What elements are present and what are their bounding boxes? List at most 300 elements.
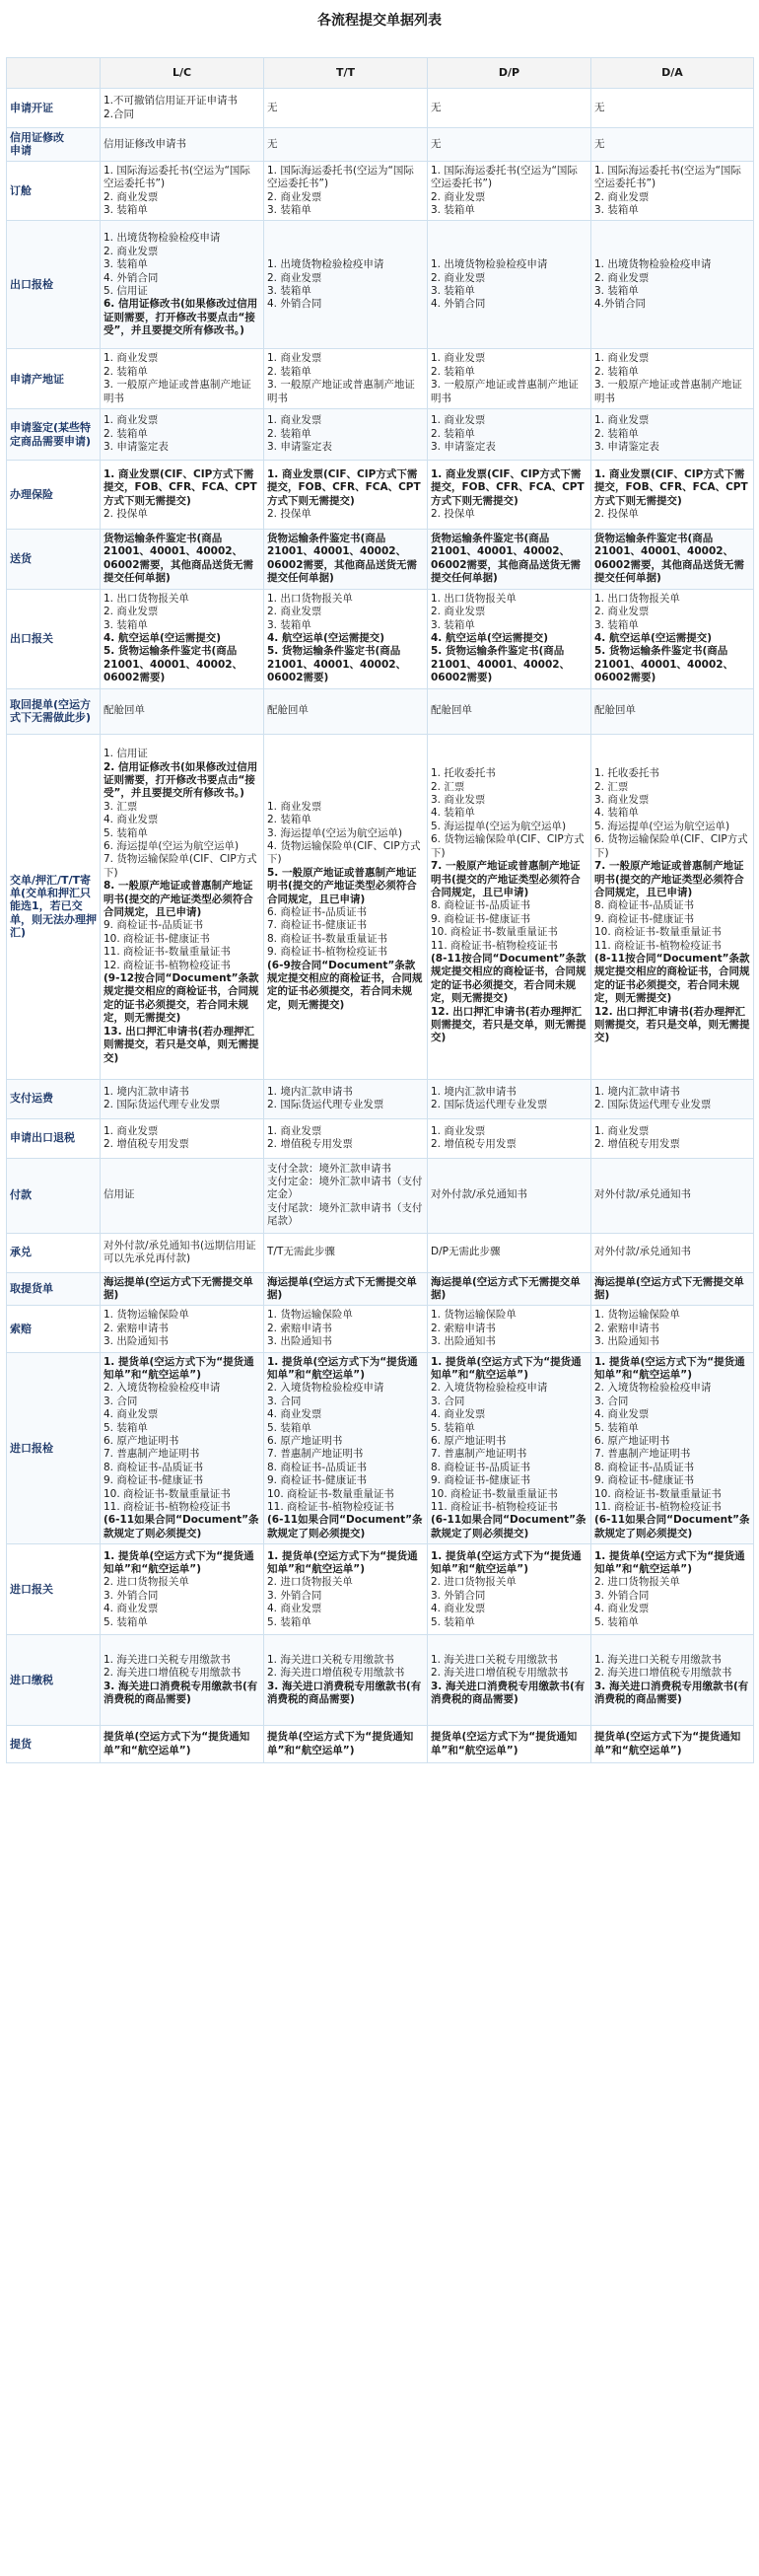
cell-line: 5. 货物运输条件鉴定书(商品21001、40001、40002、06002需要) [104,645,243,684]
cell-line: 4. 商业发票 [594,1408,650,1421]
table-cell [264,1118,428,1158]
table-cell [264,349,428,409]
cell-line: 1. 出口货物报关单 [594,592,680,605]
table-cell [264,1079,428,1118]
cell-line: 2. 海关进口增值税专用缴款书 [104,1667,242,1680]
table-cell [591,1272,754,1306]
cell-line: 5. 一般原产地证或普惠制产地证明书(提交的产地证类型必须符合合同规定，且已申请) [267,866,417,905]
cell-line: 配舱回单 [267,704,309,717]
row-header [7,461,101,530]
cell-line: 5. 货物运输条件鉴定书(商品21001、40001、40002、06002需要) [431,645,571,684]
table-cell [264,221,428,349]
table-row [7,1158,754,1233]
cell-line: 9. 商检证书-健康证书 [431,912,531,925]
table-cell [428,461,591,530]
table-cell [591,530,754,590]
cell-line: 2. 入境货物检验检疫申请 [104,1382,221,1395]
column-header-tt: T/T [264,58,428,89]
cell-line: 4. 货物运输保险单(CIF、CIP方式下) [267,840,421,866]
table-cell [591,1635,754,1726]
cell-line: 2. 商业发票 [104,190,159,203]
cell-line: 4. 航空运单(空运需提交) [104,631,222,644]
table-cell [591,1233,754,1272]
cell-line: 支付定金：境外汇款申请书（支付定金） [267,1175,423,1201]
cell-line: 3. 外销合同 [104,1589,159,1602]
row-header-text: 支付运费 [10,1092,53,1106]
row-header [7,409,101,461]
cell-line: 10. 商检证书-数量重量证书 [594,926,722,939]
cell-line: 3. 合同 [594,1395,629,1407]
cell-line: 3. 装箱单 [431,204,475,217]
cell-line: 1. 提货单(空运方式下为“提货通知单”和“航空运单”) [104,1355,254,1381]
cell-line: 4. 商业发票 [104,1408,159,1421]
cell-line: 货物运输条件鉴定书(商品21001、40001、40002、06002需要，其他商品送货无需提交任何单据) [431,533,582,585]
cell-line: 1. 托收委托书 [431,767,496,780]
table-row [7,688,754,734]
table-cell [264,128,428,162]
table-cell [264,1635,428,1726]
row-header-text: 办理保险 [10,487,53,501]
table-cell [101,409,264,461]
table-cell [101,1544,264,1635]
row-header [7,1118,101,1158]
table-cell [591,589,754,688]
cell-line: 1. 国际海运委托书(空运为“国际空运委托书”) [431,164,578,190]
table-cell [101,461,264,530]
cell-line: 4. 外销合同 [431,298,486,311]
document-table-wrapper [6,57,753,1763]
table-row [7,1079,754,1118]
table-cell [428,1118,591,1158]
cell-line: 对外付款/承兑通知书(远期信用证可以先承兑再付款) [104,1239,256,1265]
cell-line: (6-9按合同“Document”条款规定提交相应的商检证书，合同规定的证书必须提交，若合同未规定，则无需提交) [267,959,423,1011]
cell-line: 2. 装箱单 [594,365,639,378]
table-cell [428,1635,591,1726]
cell-line: 9. 商检证书-健康证书 [104,1474,204,1487]
cell-line: 货物运输条件鉴定书(商品21001、40001、40002、06002需要，其他商品送货无需提交任何单据) [594,533,745,585]
cell-line: 1. 出境货物检验检疫申请 [431,258,548,271]
cell-line: 对外付款/承兑通知书 [594,1246,692,1258]
table-cell [428,530,591,590]
table-cell [264,734,428,1079]
cell-line: 3. 装箱单 [594,284,639,297]
cell-line: 7. 普惠制产地证明书 [104,1448,200,1461]
table-cell [591,688,754,734]
cell-line: 3. 装箱单 [267,618,311,631]
cell-line: 2. 海关进口增值税专用缴款书 [267,1667,405,1680]
cell-line: 无 [431,137,442,150]
cell-line: (6-11如果合同“Document”条款规定了则必须提交) [431,1514,586,1539]
table-cell [101,1233,264,1272]
cell-line: 1. 商业发票 [431,1124,486,1137]
cell-line: 配舱回单 [594,704,636,717]
cell-line: 2. 国际货运代理专业发票 [267,1099,384,1111]
cell-line: 3. 装箱单 [267,204,311,217]
table-row [7,409,754,461]
table-cell [264,161,428,221]
cell-line: 无 [431,101,442,113]
cell-line: 2. 入境货物检验检疫申请 [267,1382,384,1395]
table-cell [591,734,754,1079]
cell-line: 8. 商检证书-数量重量证书 [267,932,388,945]
table-cell [264,461,428,530]
cell-line: 1. 托收委托书 [594,767,659,780]
cell-line: 1. 海关进口关税专用缴款书 [431,1653,558,1666]
cell-line: 2. 装箱单 [267,365,311,378]
table-cell [591,1118,754,1158]
table-cell [428,589,591,688]
cell-line: 6. 信用证修改书(如果修改过信用证则需要，打开修改书要点击“接受”，并且要提交所有修改书。) [104,298,258,337]
cell-line: 7. 货物运输保险单(CIF、CIP方式下) [104,853,257,879]
cell-line: 2. 装箱单 [267,427,311,440]
table-cell [101,128,264,162]
cell-line: 2. 装箱单 [104,365,148,378]
cell-line: 2. 商业发票 [267,271,322,284]
cell-line: 2. 进口货物报关单 [104,1576,189,1589]
table-cell [264,409,428,461]
cell-line: 8. 商检证书-品质证书 [431,1461,531,1473]
cell-line: 5. 海运提单(空运为航空运单) [431,820,567,832]
row-header [7,589,101,688]
cell-line: 1. 货物运输保险单 [431,1309,517,1322]
cell-line: 2. 增值税专用发票 [594,1138,680,1151]
cell-line: 9. 商检证书-健康证书 [594,912,695,925]
table-row [7,734,754,1079]
cell-line: 8. 商检证书-品质证书 [594,899,695,912]
cell-line: 9. 商检证书-健康证书 [594,1474,695,1487]
cell-line: (6-11如果合同“Document”条款规定了则必须提交) [594,1514,750,1539]
cell-line: 5. 装箱单 [431,1615,475,1628]
cell-line: 2. 装箱单 [267,814,311,826]
table-cell [101,734,264,1079]
cell-line: 1. 商业发票 [104,1124,159,1137]
cell-line: 11. 商检证书-植物检疫证书 [104,1501,231,1514]
row-header-text: 信用证修改 [10,131,64,144]
cell-line: 2. 增值税专用发票 [431,1138,517,1151]
cell-line: 4. 商业发票 [267,1408,322,1421]
table-cell [591,1352,754,1544]
cell-line: 4. 航空运单(空运需提交) [431,631,549,644]
cell-line: 海运提单(空运方式下无需提交单据) [431,1275,581,1301]
cell-line: 9. 商检证书-品质证书 [104,919,204,932]
cell-line: 2. 商业发票 [594,271,650,284]
table-row [7,1306,754,1352]
table-cell [101,589,264,688]
cell-line: 3. 出险通知书 [594,1335,659,1348]
cell-line: 2. 装箱单 [431,427,475,440]
table-cell [428,1079,591,1118]
cell-line: 1. 商业发票 [267,352,322,365]
cell-line: 1. 商业发票 [594,1124,650,1137]
table-cell [101,1306,264,1352]
table-cell [264,688,428,734]
table-cell [428,734,591,1079]
cell-line: 4. 商业发票 [104,814,159,826]
cell-line: 3. 海运提单(空运为航空运单) [267,826,403,839]
cell-line: 10. 商检证书-健康证书 [104,932,210,945]
cell-line: 2. 增值税专用发票 [104,1138,189,1151]
cell-line: 5. 海运提单(空运为航空运单) [594,820,730,832]
row-header [7,349,101,409]
cell-line: D/P无需此步骤 [431,1246,501,1258]
cell-line: 3. 申请鉴定表 [267,441,332,454]
cell-line: 3. 海关进口消费税专用缴款书(有消费税的商品需要) [431,1680,586,1706]
cell-line: 2. 投保单 [267,507,311,520]
cell-line: 2. 索赔申请书 [594,1322,659,1334]
table-row [7,1635,754,1726]
cell-line: 4. 航空运单(空运需提交) [594,631,713,644]
cell-line: 2. 海关进口增值税专用缴款书 [431,1667,569,1680]
row-header-text: 送货 [10,552,32,566]
cell-line: 1. 出境货物检验检疫申请 [267,258,384,271]
row-header [7,1233,101,1272]
cell-line: 3. 装箱单 [431,618,475,631]
table-cell [428,409,591,461]
cell-line: 1. 货物运输保险单 [594,1309,680,1322]
table-cell [264,1233,428,1272]
row-header-text: 申请产地证 [10,372,64,386]
cell-line: 7. 商检证书-健康证书 [267,919,368,932]
row-header-text: 申请出口退税 [10,1131,75,1145]
cell-line: 6. 原产地证明书 [104,1435,179,1447]
table-row [7,221,754,349]
table-cell [264,89,428,128]
row-header [7,688,101,734]
table-row [7,589,754,688]
cell-line: 1. 境内汇款申请书 [267,1085,353,1098]
cell-line: 3. 海关进口消费税专用缴款书(有消费税的商品需要) [594,1680,749,1706]
cell-line: 9. 商检证书-植物检疫证书 [267,946,388,959]
cell-line: 配舱回单 [104,704,145,717]
cell-line: 2. 商业发票 [267,606,322,618]
cell-line: 1. 提货单(空运方式下为“提货通知单”和“航空运单”) [267,1355,418,1381]
cell-line: 5. 货物运输条件鉴定书(商品21001、40001、40002、06002需要) [594,645,734,684]
cell-line: 1. 出口货物报关单 [431,592,517,605]
table-cell [591,161,754,221]
cell-line: 7. 一般原产地证或普惠制产地证明书(提交的产地证类型必须符合合同规定，且已申请) [594,860,744,898]
cell-line: 3. 外销合同 [267,1589,322,1602]
cell-line: 3. 商业发票 [594,794,650,807]
cell-line: 4. 装箱单 [594,807,639,820]
cell-line: 1. 商业发票 [431,414,486,427]
cell-line: 1. 货物运输保险单 [104,1309,189,1322]
cell-line: 3. 一般原产地证或普惠制产地证明书 [104,379,251,404]
column-header [7,58,101,89]
table-cell [101,1272,264,1306]
cell-line: 12. 出口押汇申请书(若办理押汇则需提交，若只是交单，则无需提交) [431,1005,586,1044]
cell-line: 5. 装箱单 [104,1421,148,1434]
cell-line: (8-11按合同“Document”条款规定提交相应的商检证书，合同规定的证书必须提交，若合同未规定，则无需提交) [431,952,586,1005]
table-cell [428,221,591,349]
table-cell [101,161,264,221]
cell-line: 3. 装箱单 [431,284,475,297]
cell-line: 2. 商业发票 [431,606,486,618]
cell-line: 1. 提货单(空运方式下为“提货通知单”和“航空运单”) [431,1355,582,1381]
cell-line: 1. 海关进口关税专用缴款书 [267,1653,394,1666]
cell-line: 2. 商业发票 [594,190,650,203]
cell-line: 5. 装箱单 [594,1421,639,1434]
cell-line: 4. 航空运单(空运需提交) [267,631,385,644]
cell-line: 3. 一般原产地证或普惠制产地证明书 [594,379,742,404]
cell-line: 6. 货物运输保险单(CIF、CIP方式下) [431,833,585,859]
table-cell [428,1272,591,1306]
table-cell [264,1306,428,1352]
row-header [7,1352,101,1544]
cell-line: 3. 申请鉴定表 [594,441,659,454]
table-row [7,1544,754,1635]
cell-line: 提货单(空运方式下为“提货通知单”和“航空运单”) [594,1731,741,1756]
table-cell [428,161,591,221]
cell-line: 6. 原产地证明书 [431,1435,507,1447]
cell-line: 3. 合同 [267,1395,302,1407]
row-header-text: 交单/押汇/T/T寄单(交单和押汇只能选1，若已交单，则无法办理押汇) [10,873,97,940]
cell-line: 10. 商检证书-数量重量证书 [104,1487,231,1500]
cell-line: 2. 汇票 [431,780,465,793]
table-cell [428,688,591,734]
cell-line: 2. 索赔申请书 [267,1322,332,1334]
cell-line: 海运提单(空运方式下无需提交单据) [267,1275,417,1301]
cell-line: 1. 国际海运委托书(空运为“国际空运委托书”) [267,164,414,190]
cell-line: 3. 出险通知书 [431,1335,496,1348]
cell-line: 11. 商检证书-植物检疫证书 [431,1501,558,1514]
table-cell [428,1233,591,1272]
cell-line: 12. 出口押汇申请书(若办理押汇则需提交，若只是交单，则无需提交) [594,1005,750,1044]
table-cell [428,1306,591,1352]
table-row [7,1726,754,1763]
cell-line: 4.外销合同 [594,298,647,311]
row-header [7,1544,101,1635]
table-cell [428,1352,591,1544]
cell-line: 1. 出口货物报关单 [104,592,189,605]
cell-line: (6-11如果合同“Document”条款规定了则必须提交) [104,1514,259,1539]
table-cell [101,1635,264,1726]
table-cell [101,1118,264,1158]
cell-line: 1. 商业发票 [104,414,159,427]
row-header-text: 索赔 [10,1322,32,1335]
cell-line: 1. 商业发票 [267,1124,322,1137]
cell-line: 4. 装箱单 [431,807,475,820]
table-cell [264,530,428,590]
table-cell [591,1158,754,1233]
cell-line: 3. 商业发票 [431,794,486,807]
cell-line: 4. 外销合同 [104,271,159,284]
cell-line: 1. 货物运输保险单 [267,1309,353,1322]
table-cell [101,1726,264,1763]
cell-line: 3. 装箱单 [267,284,311,297]
cell-line: 5. 装箱单 [267,1421,311,1434]
table-cell [428,1158,591,1233]
row-header-text: 进口报检 [10,1441,53,1455]
cell-line: 1. 商业发票 [431,352,486,365]
cell-line: 3. 装箱单 [104,618,148,631]
cell-line: 3. 出险通知书 [267,1335,332,1348]
row-header [7,1272,101,1306]
cell-line: 1. 信用证 [104,748,148,760]
cell-line: 9. 商检证书-健康证书 [431,1474,531,1487]
cell-line: 1. 提货单(空运方式下为“提货通知单”和“航空运单”) [594,1355,745,1381]
cell-line: 2.合同 [104,107,135,120]
table-cell [264,1272,428,1306]
row-header-text: 订舱 [10,183,32,197]
cell-line: 6. 海运提单(空运为航空运单) [104,840,240,852]
table-row [7,1233,754,1272]
cell-line: 2. 索赔申请书 [431,1322,496,1334]
column-header-da: D/A [591,58,754,89]
table-cell [101,349,264,409]
cell-line: 1. 国际海运委托书(空运为“国际空运委托书”) [594,164,741,190]
cell-line: 1. 境内汇款申请书 [431,1085,517,1098]
table-cell [591,349,754,409]
row-header-text: 付款 [10,1188,32,1202]
row-header-text: 取提货单 [10,1282,53,1296]
table-cell [101,89,264,128]
cell-line: 3. 海关进口消费税专用缴款书(有消费税的商品需要) [104,1680,258,1706]
cell-line: T/T无需此步骤 [267,1246,335,1258]
cell-line: 信用证 [104,1188,135,1201]
cell-line: 1. 商业发票 [594,352,650,365]
cell-line: 3. 外销合同 [431,1589,486,1602]
row-header [7,221,101,349]
cell-line: 2. 商业发票 [104,606,159,618]
cell-line: 11. 商检证书-植物检疫证书 [594,1501,722,1514]
cell-line: 12. 商检证书-植物检疫证书 [104,959,231,971]
cell-line: 3. 装箱单 [594,204,639,217]
cell-line: 10. 商检证书-数量重量证书 [594,1487,722,1500]
cell-line: 5. 装箱单 [104,826,148,839]
cell-line: 2. 投保单 [431,507,475,520]
cell-line: 2. 装箱单 [594,427,639,440]
cell-line: 3. 海关进口消费税专用缴款书(有消费税的商品需要) [267,1680,422,1706]
cell-line: 2. 信用证修改书(如果修改过信用证则需要，打开修改书要点击“接受”，并且要提交所有修改书。) [104,760,258,800]
cell-line: (9-12按合同“Document”条款规定提交相应的商检证书，合同规定的证书必须提交，若合同未规定，则无需提交) [104,972,259,1025]
cell-line: 1. 提货单(空运方式下为“提货通知单”和“航空运单”) [267,1549,418,1575]
table-cell [101,221,264,349]
row-header-text: 申请 [10,144,32,158]
cell-line: 1. 提货单(空运方式下为“提货通知单”和“航空运单”) [104,1549,254,1575]
row-header [7,1079,101,1118]
cell-line: 4. 商业发票 [431,1603,486,1615]
cell-line: 8. 商检证书-品质证书 [104,1461,204,1473]
table-cell [428,1726,591,1763]
row-header [7,128,101,162]
table-cell [101,1158,264,1233]
table-row [7,530,754,590]
cell-line: 支付全款：境外汇款申请书 [267,1162,391,1175]
cell-line: 1.不可撤销信用证开证申请书 [104,95,239,107]
cell-line: 1. 商业发票(CIF、CIP方式下需提交，FOB、CFR、FCA、CPT方式下则无需提交) [594,467,748,507]
cell-line: 3. 外销合同 [594,1589,650,1602]
cell-line: 2. 海关进口增值税专用缴款书 [594,1667,732,1680]
cell-line: 1. 出境货物检验检疫申请 [594,258,712,271]
cell-line: 2. 国际货运代理专业发票 [431,1099,548,1111]
cell-line: 2. 投保单 [594,507,639,520]
cell-line: 2. 投保单 [104,507,148,520]
table-cell [101,1352,264,1544]
cell-line: 2. 索赔申请书 [104,1322,169,1334]
cell-line: 2. 入境货物检验检疫申请 [594,1382,712,1395]
table-cell [591,1079,754,1118]
cell-line: 6. 原产地证明书 [267,1435,343,1447]
cell-line: 1. 海关进口关税专用缴款书 [594,1653,722,1666]
cell-line: 2. 装箱单 [104,427,148,440]
row-header-text: 承兑 [10,1246,32,1259]
cell-line: 3. 申请鉴定表 [431,441,496,454]
cell-line: 3. 出险通知书 [104,1335,169,1348]
cell-line: 海运提单(空运方式下无需提交单据) [104,1275,253,1301]
table-cell [264,1158,428,1233]
row-header [7,734,101,1079]
cell-line: 11. 商检证书-植物检疫证书 [431,939,558,952]
